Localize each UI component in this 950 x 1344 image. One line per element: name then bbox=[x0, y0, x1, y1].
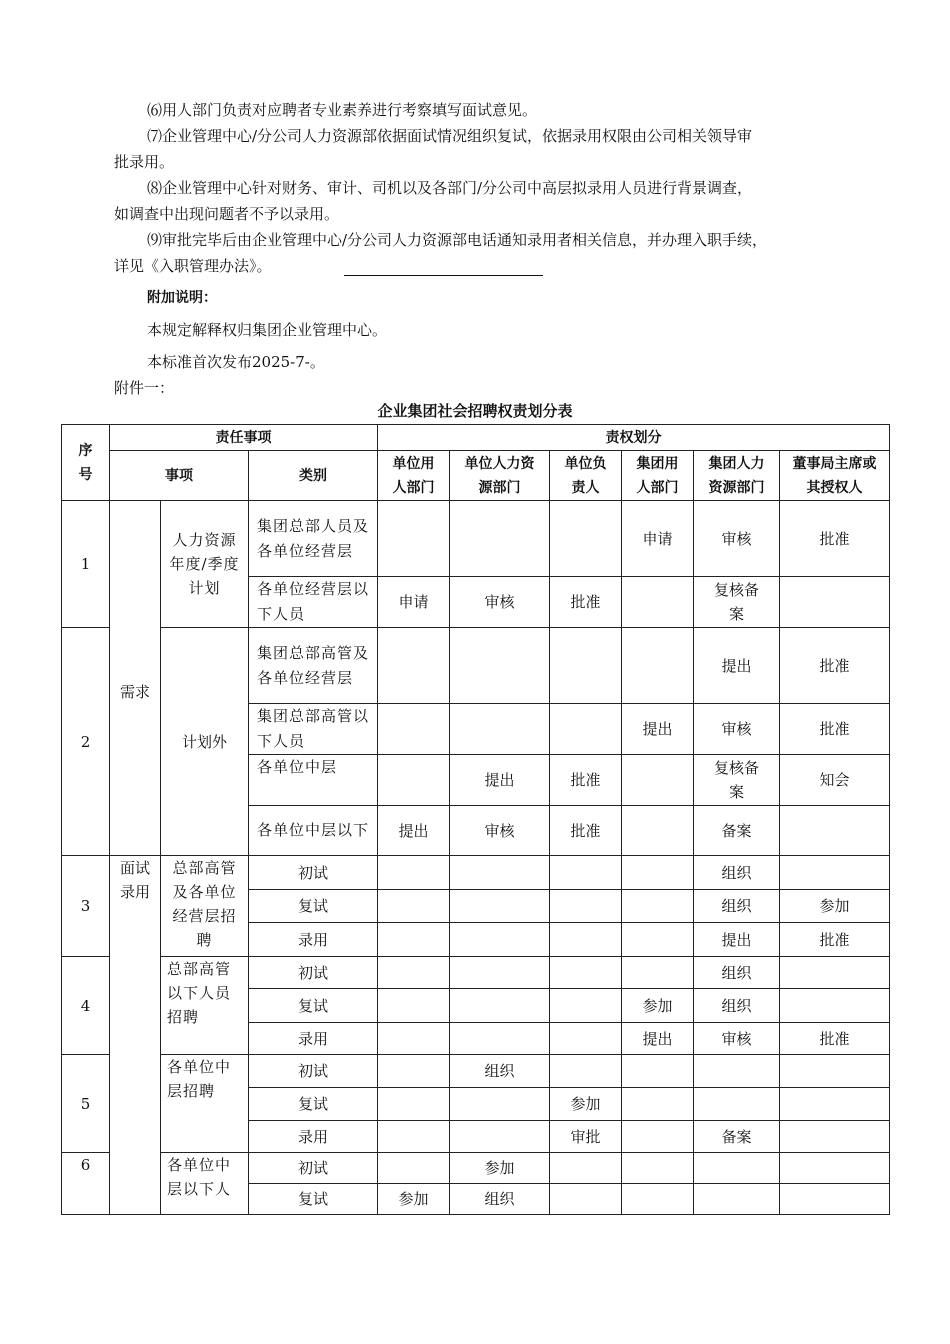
cell: 提出 bbox=[622, 1023, 694, 1055]
header-rights: 责权划分 bbox=[378, 425, 890, 451]
paragraph-6: ⑹用人部门负责对应聘者专业素养进行考察填写面试意见。 bbox=[147, 101, 538, 119]
cell bbox=[622, 890, 694, 923]
cell bbox=[780, 806, 890, 856]
cell bbox=[378, 501, 450, 577]
cell bbox=[450, 1088, 550, 1121]
cell: 提出 bbox=[450, 755, 550, 806]
cell bbox=[450, 501, 550, 577]
sub-item-1: 人力资源年度/季度计划 bbox=[161, 501, 249, 628]
category-cell: 初试 bbox=[249, 1055, 378, 1088]
cell bbox=[694, 1055, 780, 1088]
cell: 组织 bbox=[694, 856, 780, 890]
category-cell: 集团总部高管及各单位经营层 bbox=[249, 628, 378, 704]
cell: 复核备案 bbox=[694, 577, 780, 628]
cell: 批准 bbox=[550, 577, 622, 628]
cell bbox=[550, 856, 622, 890]
cell bbox=[550, 501, 622, 577]
cell: 参加 bbox=[450, 1153, 550, 1184]
category-cell: 复试 bbox=[249, 890, 378, 923]
group-demand: 需求 bbox=[110, 501, 161, 856]
cell: 知会 bbox=[780, 755, 890, 806]
cell bbox=[622, 1153, 694, 1184]
notes-line-2: 本标准首次发布2025-7-。 bbox=[147, 353, 325, 371]
cell bbox=[780, 1153, 890, 1184]
cell bbox=[550, 1055, 622, 1088]
category-cell: 录用 bbox=[249, 1121, 378, 1153]
cell: 组织 bbox=[694, 957, 780, 989]
cell bbox=[378, 923, 450, 957]
cell bbox=[780, 957, 890, 989]
category-cell: 集团总部高管以下人员 bbox=[249, 704, 378, 755]
cell bbox=[450, 989, 550, 1023]
cell bbox=[450, 957, 550, 989]
attachment-label: 附件一： bbox=[114, 379, 175, 397]
category-cell: 录用 bbox=[249, 1023, 378, 1055]
header-item: 事项 bbox=[110, 451, 249, 501]
cell bbox=[622, 806, 694, 856]
cell: 审核 bbox=[450, 577, 550, 628]
cell bbox=[550, 704, 622, 755]
cell bbox=[378, 1023, 450, 1055]
header-category: 类别 bbox=[249, 451, 378, 501]
cell bbox=[378, 628, 450, 704]
cell bbox=[550, 1023, 622, 1055]
cell: 组织 bbox=[450, 1055, 550, 1088]
cell: 复核备案 bbox=[694, 755, 780, 806]
category-cell: 录用 bbox=[249, 923, 378, 957]
category-cell: 各单位中层以下 bbox=[249, 806, 378, 856]
category-cell: 初试 bbox=[249, 957, 378, 989]
cell bbox=[622, 1121, 694, 1153]
seq-6: 6 bbox=[62, 1153, 110, 1215]
cell: 组织 bbox=[694, 890, 780, 923]
cell bbox=[378, 856, 450, 890]
category-cell: 复试 bbox=[249, 1184, 378, 1215]
cell bbox=[622, 1055, 694, 1088]
header-col-6: 董事局主席或其授权人 bbox=[780, 451, 890, 501]
cell bbox=[622, 923, 694, 957]
cell bbox=[622, 628, 694, 704]
cell bbox=[780, 577, 890, 628]
cell bbox=[550, 628, 622, 704]
cell bbox=[378, 989, 450, 1023]
paragraph-8-cont: 如调查中出现问题者不予以录用。 bbox=[114, 205, 340, 223]
cell bbox=[378, 890, 450, 923]
cell bbox=[780, 1055, 890, 1088]
cell: 备案 bbox=[694, 1121, 780, 1153]
cell: 审批 bbox=[550, 1121, 622, 1153]
cell: 申请 bbox=[378, 577, 450, 628]
cell: 批准 bbox=[780, 704, 890, 755]
cell: 审核 bbox=[450, 806, 550, 856]
cell: 组织 bbox=[694, 989, 780, 1023]
notes-heading: 附加说明： bbox=[147, 290, 217, 306]
header-col-3: 单位负责人 bbox=[550, 451, 622, 501]
paragraph-9: ⑼审批完毕后由企业管理中心/分公司人力资源部电话通知录用者相关信息，并办理入职手续， bbox=[147, 231, 768, 249]
cell bbox=[780, 1184, 890, 1215]
paragraph-7: ⑺企业管理中心/分公司人力资源部依据面试情况组织复试，依据录用权限由公司相关领导审 bbox=[147, 127, 753, 145]
cell bbox=[450, 1121, 550, 1153]
cell bbox=[550, 957, 622, 989]
cell: 批准 bbox=[780, 923, 890, 957]
cell bbox=[622, 755, 694, 806]
cell bbox=[378, 1088, 450, 1121]
category-cell: 复试 bbox=[249, 989, 378, 1023]
sub-item-5: 各单位中层招聘 bbox=[161, 1055, 249, 1153]
cell bbox=[622, 1088, 694, 1121]
cell bbox=[694, 1088, 780, 1121]
cell: 组织 bbox=[450, 1184, 550, 1215]
seq-2: 2 bbox=[62, 628, 110, 856]
header-col-5: 集团人力资源部门 bbox=[694, 451, 780, 501]
sub-item-4: 总部高管以下人员招聘 bbox=[161, 957, 249, 1055]
paragraph-7-cont: 批录用。 bbox=[114, 153, 175, 171]
header-col-1: 单位用人部门 bbox=[378, 451, 450, 501]
cell bbox=[780, 989, 890, 1023]
cell bbox=[550, 1184, 622, 1215]
cell: 提出 bbox=[694, 923, 780, 957]
cell: 提出 bbox=[694, 628, 780, 704]
cell bbox=[780, 1088, 890, 1121]
cell: 批准 bbox=[550, 806, 622, 856]
paragraph-8: ⑻企业管理中心针对财务、审计、司机以及各部门/分公司中高层拟录用人员进行背景调查， bbox=[147, 179, 753, 197]
sub-item-3: 总部高管及各单位经营层招聘 bbox=[161, 856, 249, 957]
cell: 批准 bbox=[780, 501, 890, 577]
header-col-2: 单位人力资源部门 bbox=[450, 451, 550, 501]
responsibility-table bbox=[61, 424, 890, 1215]
cell bbox=[378, 704, 450, 755]
section-divider bbox=[344, 275, 543, 276]
cell bbox=[622, 1184, 694, 1215]
cell: 参加 bbox=[622, 989, 694, 1023]
cell bbox=[550, 923, 622, 957]
category-cell: 初试 bbox=[249, 856, 378, 890]
cell bbox=[694, 1184, 780, 1215]
cell bbox=[550, 1153, 622, 1184]
cell bbox=[450, 890, 550, 923]
group-interview: 面试录用 bbox=[110, 856, 161, 1215]
seq-5: 5 bbox=[62, 1055, 110, 1153]
header-seq: 序号 bbox=[62, 425, 110, 501]
table-title: 企业集团社会招聘权责划分表 bbox=[377, 402, 573, 420]
cell: 参加 bbox=[550, 1088, 622, 1121]
category-cell: 各单位经营层以下人员 bbox=[249, 577, 378, 628]
cell: 批准 bbox=[780, 628, 890, 704]
category-cell: 各单位中层 bbox=[249, 755, 378, 806]
category-cell: 复试 bbox=[249, 1088, 378, 1121]
cell bbox=[694, 1153, 780, 1184]
cell bbox=[622, 957, 694, 989]
cell bbox=[622, 856, 694, 890]
cell bbox=[622, 577, 694, 628]
cell bbox=[450, 704, 550, 755]
cell: 备案 bbox=[694, 806, 780, 856]
category-cell: 初试 bbox=[249, 1153, 378, 1184]
cell bbox=[550, 989, 622, 1023]
category-cell: 集团总部人员及各单位经营层 bbox=[249, 501, 378, 577]
seq-3: 3 bbox=[62, 856, 110, 957]
cell bbox=[450, 923, 550, 957]
seq-4: 4 bbox=[62, 957, 110, 1055]
cell bbox=[780, 856, 890, 890]
notes-line-1: 本规定解释权归集团企业管理中心。 bbox=[147, 321, 388, 339]
cell bbox=[378, 755, 450, 806]
paragraph-9-cont: 详见《入职管理办法》。 bbox=[114, 257, 272, 275]
seq-1: 1 bbox=[62, 501, 110, 628]
sub-item-6: 各单位中层以下人 bbox=[161, 1153, 249, 1215]
header-responsibility: 责任事项 bbox=[110, 425, 378, 451]
cell bbox=[450, 628, 550, 704]
cell bbox=[378, 1153, 450, 1184]
cell bbox=[550, 890, 622, 923]
cell bbox=[378, 957, 450, 989]
header-col-4: 集团用人部门 bbox=[622, 451, 694, 501]
cell: 审核 bbox=[694, 1023, 780, 1055]
cell bbox=[450, 856, 550, 890]
cell: 参加 bbox=[780, 890, 890, 923]
cell: 提出 bbox=[378, 806, 450, 856]
cell: 批准 bbox=[550, 755, 622, 806]
cell: 提出 bbox=[622, 704, 694, 755]
cell: 参加 bbox=[378, 1184, 450, 1215]
sub-item-2: 计划外 bbox=[161, 628, 249, 856]
cell bbox=[450, 1023, 550, 1055]
cell: 审核 bbox=[694, 501, 780, 577]
cell: 申请 bbox=[622, 501, 694, 577]
cell bbox=[780, 1121, 890, 1153]
cell: 批准 bbox=[780, 1023, 890, 1055]
cell bbox=[378, 1055, 450, 1088]
cell bbox=[378, 1121, 450, 1153]
cell: 审核 bbox=[694, 704, 780, 755]
